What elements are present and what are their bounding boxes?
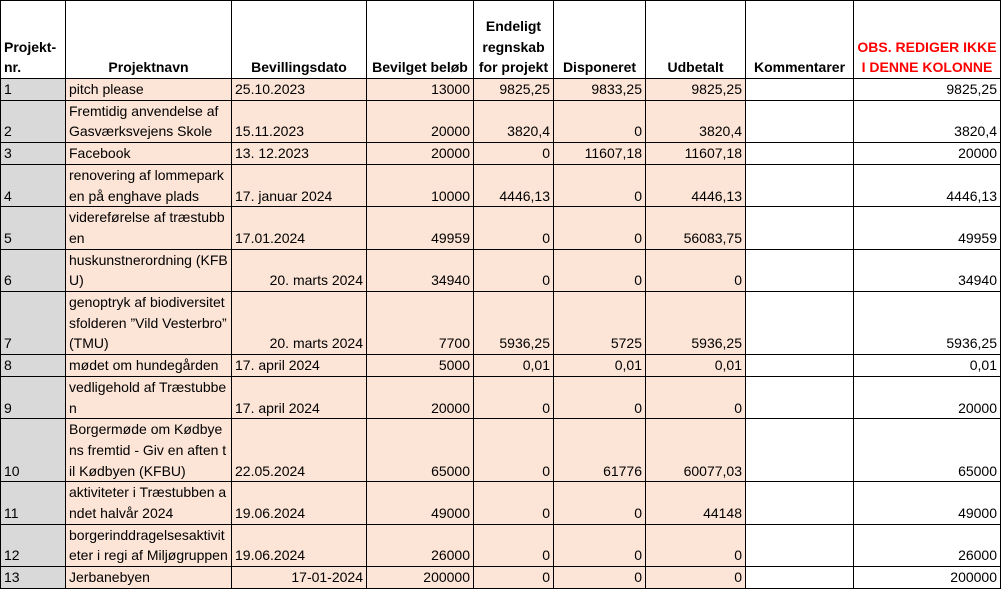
cell-final[interactable]: 0	[474, 419, 554, 482]
cell-date[interactable]: 19.06.2024	[232, 482, 367, 524]
cell-granted[interactable]: 20000	[367, 100, 474, 142]
cell-nr[interactable]: 1	[1, 79, 66, 101]
cell-granted[interactable]: 34940	[367, 249, 474, 291]
cell-obs[interactable]: 200000	[854, 567, 1001, 589]
cell-final[interactable]: 4446,13	[474, 164, 554, 206]
cell-name[interactable]: vedligehold af Træstubben	[66, 376, 232, 418]
col-header-name[interactable]: Projektnavn	[66, 1, 232, 79]
cell-comment[interactable]	[746, 249, 854, 291]
cell-date[interactable]: 20. marts 2024	[232, 249, 367, 291]
cell-nr[interactable]: 12	[1, 524, 66, 566]
col-header-date[interactable]: Bevillingsdato	[232, 1, 367, 79]
cell-paid[interactable]: 56083,75	[646, 207, 746, 249]
cell-paid[interactable]: 4446,13	[646, 164, 746, 206]
table-row	[1, 292, 1001, 355]
cell-final[interactable]: 0,01	[474, 355, 554, 377]
cell-disposed[interactable]: 0	[554, 376, 646, 418]
cell-comment[interactable]	[746, 376, 854, 418]
cell-nr[interactable]: 2	[1, 100, 66, 142]
col-header-paid[interactable]: Udbetalt	[646, 1, 746, 79]
table-row	[1, 79, 1001, 101]
cell-final[interactable]: 5936,25	[474, 292, 554, 355]
cell-nr[interactable]: 5	[1, 207, 66, 249]
cell-obs[interactable]: 5936,25	[854, 292, 1001, 355]
cell-disposed[interactable]: 9833,25	[554, 79, 646, 101]
cell-paid[interactable]: 0,01	[646, 355, 746, 377]
cell-granted[interactable]: 20000	[367, 143, 474, 165]
cell-disposed[interactable]: 0	[554, 249, 646, 291]
cell-date[interactable]: 17. januar 2024	[232, 164, 367, 206]
col-header-comments[interactable]: Kommentarer	[746, 1, 854, 79]
cell-paid[interactable]: 3820,4	[646, 100, 746, 142]
cell-name[interactable]: genoptryk af biodiversitetsfolderen ”Vild Vesterbro” (TMU)	[66, 292, 232, 355]
cell-comment[interactable]	[746, 567, 854, 589]
table-row	[1, 143, 1001, 165]
cell-final[interactable]: 0	[474, 524, 554, 566]
table-row	[1, 524, 1001, 566]
cell-comment[interactable]	[746, 419, 854, 482]
cell-granted[interactable]: 49959	[367, 207, 474, 249]
cell-granted[interactable]: 200000	[367, 567, 474, 589]
cell-name[interactable]: Facebook	[66, 143, 232, 165]
cell-disposed[interactable]: 0	[554, 524, 646, 566]
cell-comment[interactable]	[746, 482, 854, 524]
cell-date[interactable]: 13. 12.2023	[232, 143, 367, 165]
cell-obs[interactable]: 9825,25	[854, 79, 1001, 101]
cell-nr[interactable]: 8	[1, 355, 66, 377]
cell-nr[interactable]: 4	[1, 164, 66, 206]
cell-obs[interactable]: 4446,13	[854, 164, 1001, 206]
cell-nr[interactable]: 6	[1, 249, 66, 291]
cell-disposed[interactable]: 0,01	[554, 355, 646, 377]
table-row	[1, 567, 1001, 589]
cell-nr[interactable]: 13	[1, 567, 66, 589]
col-header-disposed[interactable]: Disponeret	[554, 1, 646, 79]
cell-obs[interactable]: 65000	[854, 419, 1001, 482]
cell-name[interactable]: mødet om hundegården	[66, 355, 232, 377]
cell-date[interactable]: 20. marts 2024	[232, 292, 367, 355]
cell-comment[interactable]	[746, 207, 854, 249]
cell-paid[interactable]: 0	[646, 249, 746, 291]
cell-obs[interactable]: 20000	[854, 143, 1001, 165]
header-row	[1, 1, 1001, 79]
cell-paid[interactable]: 0	[646, 567, 746, 589]
cell-disposed[interactable]: 0	[554, 207, 646, 249]
cell-comment[interactable]	[746, 355, 854, 377]
cell-date[interactable]: 17-01-2024	[232, 567, 367, 589]
cell-comment[interactable]	[746, 143, 854, 165]
cell-paid[interactable]: 0	[646, 376, 746, 418]
cell-date[interactable]: 15.11.2023	[232, 100, 367, 142]
cell-obs[interactable]: 0,01	[854, 355, 1001, 377]
cell-nr[interactable]: 7	[1, 292, 66, 355]
cell-name[interactable]: aktiviteter i Træstubben andet halvår 2024	[66, 482, 232, 524]
cell-comment[interactable]	[746, 100, 854, 142]
cell-date[interactable]: 22.05.2024	[232, 419, 367, 482]
cell-disposed[interactable]: 5725	[554, 292, 646, 355]
cell-date[interactable]: 17. april 2024	[232, 355, 367, 377]
cell-name[interactable]: Jerbanebyen	[66, 567, 232, 589]
cell-name[interactable]: videreførelse af træstubben	[66, 207, 232, 249]
cell-nr[interactable]: 10	[1, 419, 66, 482]
col-header-obs-warning[interactable]: OBS. REDIGER IKKE I DENNE KOLONNE	[854, 1, 1001, 79]
col-header-nr[interactable]: Projekt-nr.	[1, 1, 66, 79]
cell-disposed[interactable]: 61776	[554, 419, 646, 482]
cell-name[interactable]: pitch please	[66, 79, 232, 101]
cell-name[interactable]: Borgermøde om Kødbyens fremtid - Giv en aften til Kødbyen (KFBU)	[66, 419, 232, 482]
cell-final[interactable]: 0	[474, 482, 554, 524]
cell-granted[interactable]: 20000	[367, 376, 474, 418]
cell-nr[interactable]: 9	[1, 376, 66, 418]
cell-obs[interactable]: 49959	[854, 207, 1001, 249]
cell-granted[interactable]: 10000	[367, 164, 474, 206]
cell-paid[interactable]: 5936,25	[646, 292, 746, 355]
cell-paid[interactable]: 0	[646, 524, 746, 566]
cell-final[interactable]: 0	[474, 376, 554, 418]
cell-disposed[interactable]: 11607,18	[554, 143, 646, 165]
cell-granted[interactable]: 49000	[367, 482, 474, 524]
cell-disposed[interactable]: 0	[554, 164, 646, 206]
cell-granted[interactable]: 13000	[367, 79, 474, 101]
cell-name[interactable]: borgerinddragelsesaktiviteter i regi af Miljøgruppen	[66, 524, 232, 566]
cell-comment[interactable]	[746, 292, 854, 355]
cell-paid[interactable]: 44148	[646, 482, 746, 524]
cell-granted[interactable]: 65000	[367, 419, 474, 482]
cell-date[interactable]: 17.01.2024	[232, 207, 367, 249]
table-row	[1, 207, 1001, 249]
cell-disposed[interactable]: 0	[554, 100, 646, 142]
cell-comment[interactable]	[746, 524, 854, 566]
cell-paid[interactable]: 60077,03	[646, 419, 746, 482]
table-row	[1, 249, 1001, 291]
cell-final[interactable]: 0	[474, 249, 554, 291]
cell-obs[interactable]: 26000	[854, 524, 1001, 566]
table-row	[1, 164, 1001, 206]
cell-obs[interactable]: 20000	[854, 376, 1001, 418]
cell-obs[interactable]: 3820,4	[854, 100, 1001, 142]
cell-nr[interactable]: 3	[1, 143, 66, 165]
cell-name[interactable]: renovering af lommeparken på enghave plads	[66, 164, 232, 206]
cell-final[interactable]: 3820,4	[474, 100, 554, 142]
cell-comment[interactable]	[746, 79, 854, 101]
col-header-final[interactable]: Endeligt regnskab for projekt	[474, 1, 554, 79]
table-row	[1, 419, 1001, 482]
cell-comment[interactable]	[746, 164, 854, 206]
table-body	[1, 79, 1001, 589]
cell-obs[interactable]: 34940	[854, 249, 1001, 291]
cell-obs[interactable]: 49000	[854, 482, 1001, 524]
table-row	[1, 100, 1001, 142]
cell-date[interactable]: 17. april 2024	[232, 376, 367, 418]
cell-disposed[interactable]: 0	[554, 482, 646, 524]
cell-final[interactable]: 0	[474, 143, 554, 165]
cell-name[interactable]: Fremtidig anvendelse af Gasværksvejens Skole	[66, 100, 232, 142]
cell-nr[interactable]: 11	[1, 482, 66, 524]
cell-paid[interactable]: 9825,25	[646, 79, 746, 101]
table-row	[1, 376, 1001, 418]
cell-granted[interactable]: 26000	[367, 524, 474, 566]
cell-date[interactable]: 25.10.2023	[232, 79, 367, 101]
col-header-granted[interactable]: Bevilget beløb	[367, 1, 474, 79]
cell-final[interactable]: 9825,25	[474, 79, 554, 101]
cell-granted[interactable]: 7700	[367, 292, 474, 355]
table-row	[1, 355, 1001, 377]
cell-name[interactable]: huskunstnerordning (KFBU)	[66, 249, 232, 291]
cell-final[interactable]: 0	[474, 207, 554, 249]
table-row	[1, 482, 1001, 524]
cell-final[interactable]: 0	[474, 567, 554, 589]
cell-disposed[interactable]: 0	[554, 567, 646, 589]
cell-granted[interactable]: 5000	[367, 355, 474, 377]
cell-paid[interactable]: 11607,18	[646, 143, 746, 165]
cell-date[interactable]: 19.06.2024	[232, 524, 367, 566]
